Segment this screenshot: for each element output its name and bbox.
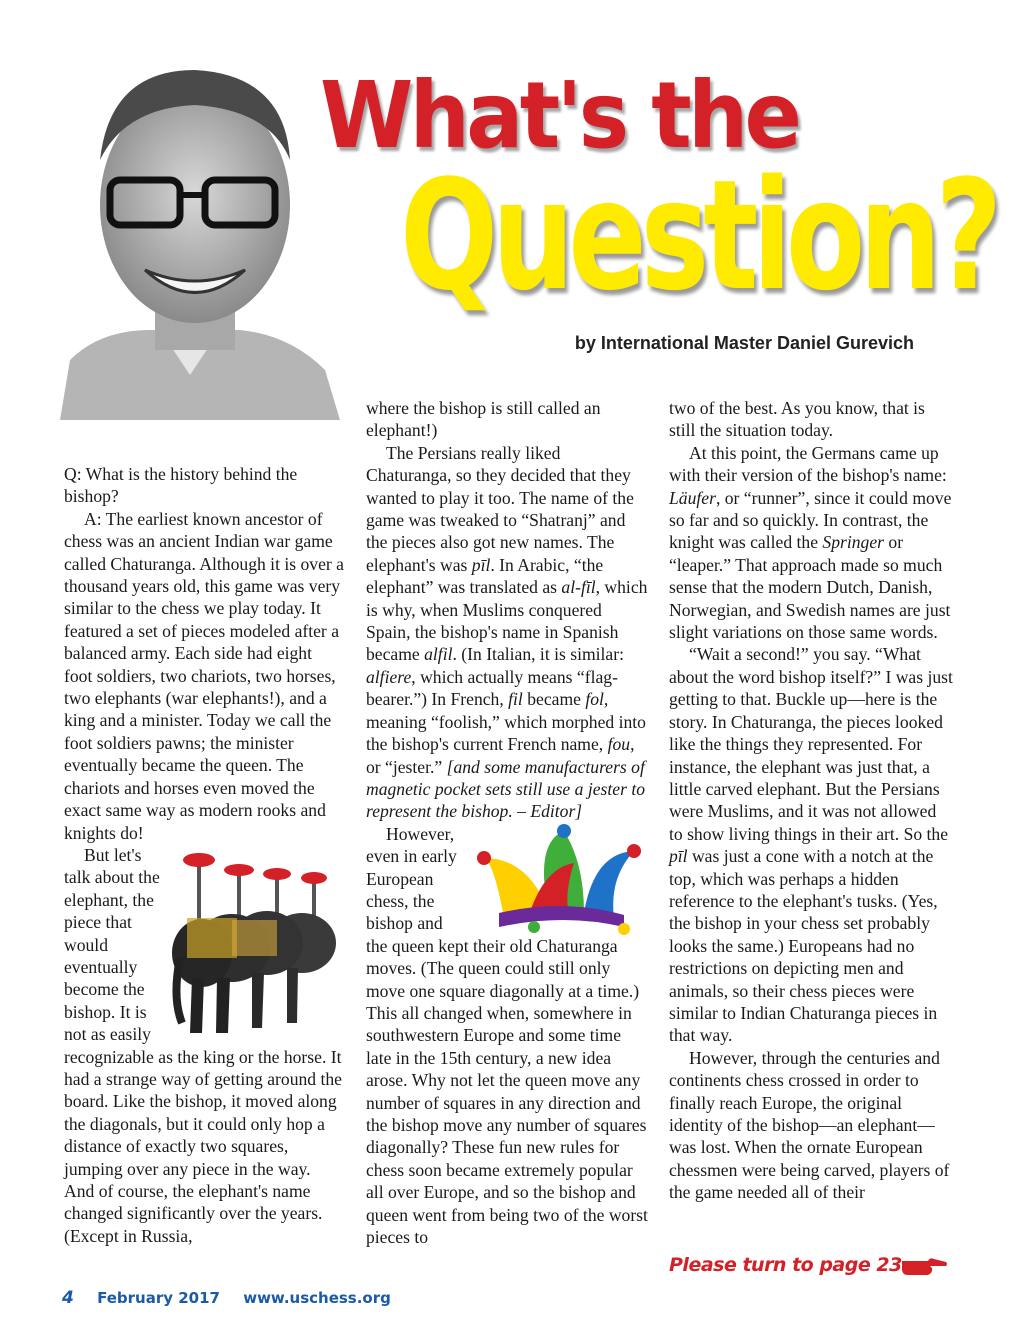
- paragraph: two of the best. As you know, that is still the situation today.: [669, 398, 925, 441]
- text: , or “jester.”: [366, 734, 635, 777]
- italic-term: fou: [607, 734, 631, 755]
- text: “Wait a second!” you say. “What about the word bishop itself?” I was just getting to that. Buckle up—here is the story. In Chaturanga, the pieces looked like the things they represented. For instance, the elephant was just that, a little carved elephant. But the Persians were Muslims, and it was not allowed to show living things in their art. So the: [669, 644, 953, 844]
- website-link[interactable]: www.uschess.org: [243, 1289, 391, 1307]
- paragraph: Q: What is the history behind the bishop?: [64, 464, 298, 507]
- paragraph-text: However, even in early European chess, the bishop and the queen kept their old Chaturanga moves. (The queen could still only move one square diagonally at a time.) This all changed when, somewhere in southwestern Europe and some time late in the 15th century, a new idea arose. Why not let the queen move any number of squares in any direction and the bishop move any number of squares diagonally? These fun new rules for chess soon became extremely popular all over Europe, and so the bishop and queen went from being two of the worst pieces to: [366, 823, 648, 1248]
- italic-term: pīl: [471, 554, 491, 575]
- text: , which is why, when Muslims conquered Spain, the bishop's name in Spanish became: [366, 577, 648, 665]
- author-portrait-photo: [40, 30, 340, 420]
- text: At this point, the Germans came up with their version of the bishop's name:: [669, 442, 947, 486]
- jester-hat-illustration: [474, 823, 650, 935]
- paragraph: [64, 844, 344, 1247]
- italic-term: fil: [508, 689, 523, 710]
- text: . (In Italian, it is similar:: [452, 644, 624, 665]
- issue-date: February 2017: [97, 1289, 220, 1307]
- paragraph: where the bishop is still called an elephant!): [366, 398, 601, 441]
- column-3: [669, 397, 954, 1204]
- continue-link[interactable]: Please turn to page 23: [669, 1254, 902, 1276]
- article-title-line1: What's the: [320, 62, 799, 169]
- paragraph: However, through the centuries and continents chess crossed in order to finally reach Europe, the original identity of the bishop—an elephant—was lost. When the ornate European chessmen were being carved, players of the game needed all of their: [669, 1047, 950, 1203]
- paragraph: [669, 442, 954, 644]
- article-title-line2: Question?: [400, 147, 997, 324]
- paragraph-text: But let's talk about the elephant, the piece that would eventually become the bishop. It is not as easily recognizable as the king or the horse. It had a strange way of getting around the board. Like the bishop, it moved along the diagonals, but it could only hop a distance of exactly two squares, jumping over any piece in the way. And of course, the elephant's name changed significantly over the years. (Except in Russia,: [64, 844, 342, 1246]
- page-footer: [62, 1288, 409, 1308]
- paragraph: A: The earliest known ancestor of chess was an ancient Indian war game called Chaturanga. Although it is over a thousand years old, this game was very similar to the chess we play today. It featured a set of pieces modeled after a balanced army. Each side had eight foot soldiers, two chariots, two horses, two elephants (war elephants!), and a king and a minister. Today we call the foot soldiers pawns; the minister eventually became the queen. The chariots and horses even moved the exact same way as modern rooks and knights do!: [64, 508, 344, 843]
- italic-term: alfil: [424, 644, 453, 665]
- italic-term: Läufer: [669, 487, 716, 508]
- paragraph: [669, 643, 954, 1046]
- editor-note: [and some manufacturers of magnetic pocket sets still use a jester to represent the bishop. – Editor]: [366, 756, 646, 822]
- italic-term: fol: [585, 689, 604, 710]
- paragraph: [366, 442, 648, 823]
- elephants-illustration: [172, 848, 340, 1038]
- italic-term: Springer: [822, 532, 884, 553]
- column-2: [366, 397, 648, 1248]
- paragraph: [366, 823, 648, 1249]
- text: . In Arabic, “the elephant” was translated as: [366, 554, 604, 598]
- italic-term: al-fīl: [561, 577, 596, 598]
- page-number: 4: [62, 1288, 74, 1308]
- text: , which actually means “flag-bearer.”) In French,: [366, 666, 618, 710]
- column-1: [64, 463, 344, 1247]
- text: was just a cone with a notch at the top, which was perhaps a hidden reference to the elephant's tusks. (Yes, the bishop in your chess set probably looks the same.) Europeans had no restrictions on depicting men and animals, so their chess pieces were similar to Indian Chaturanga pieces in that way.: [669, 846, 938, 1046]
- text: The Persians really liked Chaturanga, so they decided that they wanted to play it too. The name of the game was tweaked to “Shatranj” and the pieces also got new names. The elephant's was: [366, 442, 634, 575]
- text: became: [522, 689, 586, 710]
- text: , or “runner”, since it could move so far and so quickly. In contrast, the knight was called the: [669, 487, 952, 553]
- text: , meaning “foolish,” which morphed into the bishop's current French name,: [366, 689, 646, 755]
- italic-term: pīl: [669, 846, 688, 867]
- italic-term: alfiere: [366, 666, 412, 687]
- pointing-hand-icon: [900, 1253, 948, 1279]
- byline: by International Master Daniel Gurevich: [574, 333, 914, 353]
- text: or “leaper.” That approach made so much sense that the modern Dutch, Danish, Norwegian, and Swedish names are just slight variations on those same words.: [669, 532, 951, 643]
